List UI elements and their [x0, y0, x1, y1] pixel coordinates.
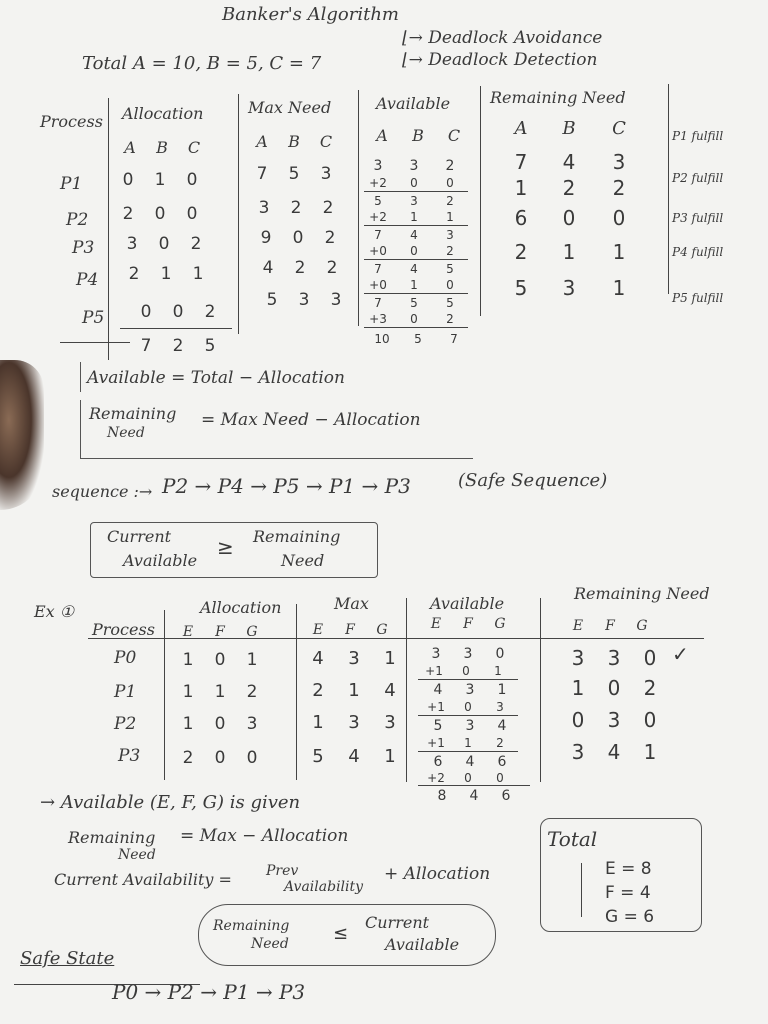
t1-allocation-row: 3 0 2: [126, 234, 202, 254]
cond2-current: Current: [365, 913, 430, 932]
t1-available-step: +3 0 2: [369, 312, 454, 326]
t1-available-final: 10 5 7: [374, 332, 458, 346]
safe-state-label: Safe State: [20, 948, 115, 969]
t1-divider: [668, 84, 669, 294]
t1-process: P2: [66, 210, 89, 230]
t2-process-header: Process: [92, 620, 155, 639]
t2-max-efg: E F G: [312, 622, 388, 638]
t1-process: P1: [60, 174, 83, 194]
t2-sum-line: [418, 751, 518, 752]
t2-available-final: 8 4 6: [437, 788, 511, 804]
t1-divider: [358, 90, 359, 326]
t1-remaining-row: 7 4 3: [514, 150, 626, 174]
t1-available-step: +0 1 0: [369, 278, 454, 292]
t1-available-step: 7 5 5: [374, 296, 454, 310]
t1-sum-line: [364, 225, 468, 226]
formula-remaining-rhs: = Max Need − Allocation: [201, 410, 421, 430]
t1-footer-line: [60, 342, 130, 343]
condition-box-2: [198, 904, 496, 966]
t1-max-need-row: 5 3 3: [266, 290, 342, 310]
t2-max-row: 4 3 1: [312, 648, 396, 669]
t1-remaining-row: 1 2 2: [514, 176, 626, 200]
t2-available-step: +1 0 3: [427, 700, 504, 714]
t2-allocation-row: 2 0 0: [182, 748, 258, 768]
fulfill-note: P5 fulfill: [672, 291, 724, 305]
formula-box-remaining: [80, 400, 473, 459]
t1-divider: [480, 86, 481, 316]
t2-max-header: Max: [334, 594, 369, 613]
cond2-need: Need: [251, 936, 289, 952]
t1-available-step: +2 0 0: [369, 176, 454, 190]
safe-sequence-tag: (Safe Sequence): [458, 470, 608, 491]
t2-available-step: +1 1 2: [427, 736, 504, 750]
t1-allocation-row: 0 0 2: [140, 302, 216, 322]
t2-remaining-row: 0 3 0: [571, 708, 657, 732]
t2-max-row: 1 3 3: [312, 712, 396, 733]
t1-divider: [238, 94, 239, 334]
cond2-remaining: Remaining: [213, 918, 290, 934]
t1-remaining-abc: A B C: [514, 118, 626, 139]
cond1-current: Current: [107, 527, 172, 546]
t2-allocation-row: 1 0 3: [182, 714, 258, 734]
total-bracket: [581, 863, 582, 917]
cond1-available: Available: [123, 551, 198, 570]
total-resources: Total A = 10, B = 5, C = 7: [82, 53, 322, 74]
cond1-remaining: Remaining: [253, 527, 341, 546]
t2-process: P2: [114, 714, 137, 734]
t1-divider: [108, 98, 109, 360]
condition-box-1: [90, 522, 378, 578]
t1-available-header: Available: [376, 94, 451, 113]
check-mark: ✓: [672, 642, 689, 666]
t2-divider: [164, 610, 165, 780]
t2-available-step: 6 4 6: [433, 754, 507, 770]
t1-available-step: 3 3 2: [373, 158, 455, 174]
note-prev: Prev: [266, 863, 299, 879]
example-label: Ex ①: [34, 602, 75, 621]
t1-available-step: 5 3 2: [374, 194, 454, 208]
t2-remaining-row: 3 3 0: [571, 646, 657, 670]
cond2-available: Available: [385, 935, 460, 954]
note-remaining-rhs: = Max − Allocation: [180, 826, 349, 846]
t2-remaining-efg: E F G: [572, 618, 648, 634]
t2-allocation-header: Allocation: [200, 598, 282, 617]
t1-max-need-row: 7 5 3: [256, 164, 332, 184]
note-current-availability: Current Availability =: [54, 870, 232, 889]
t1-total-line: [120, 328, 232, 329]
t1-remaining-row: 6 0 0: [514, 206, 626, 230]
sequence-label: sequence :→: [52, 482, 153, 501]
t1-max-need-header: Max Need: [248, 98, 332, 117]
t2-max-row: 5 4 1: [312, 746, 396, 767]
note-remaining-label: Remaining: [68, 828, 156, 847]
t2-available-step: 4 3 1: [433, 682, 507, 698]
cond2-operator: ≤: [333, 923, 349, 944]
t1-remaining-row: 2 1 1: [514, 240, 626, 264]
t1-process: P3: [72, 238, 95, 258]
t1-allocation-abc: A B C: [124, 138, 201, 157]
fulfill-note: P2 fulfill: [672, 171, 724, 185]
cond1-need: Need: [281, 551, 325, 570]
t2-available-step: +1 0 1: [425, 664, 502, 678]
t2-divider: [296, 604, 297, 780]
t1-process: P5: [82, 308, 105, 328]
formula-remaining-label: Remaining: [89, 404, 177, 423]
t2-max-row: 2 1 4: [312, 680, 396, 701]
note-need-label: Need: [118, 847, 156, 863]
note-plus-allocation: + Allocation: [384, 864, 491, 884]
formula-need-label: Need: [107, 425, 145, 441]
t1-sum-line: [364, 293, 468, 294]
safe-sequence: P2 → P4 → P5 → P1 → P3: [162, 474, 411, 498]
cond1-operator: ≥: [217, 535, 234, 559]
t2-available-step: 5 3 4: [433, 718, 507, 734]
formula-available: Available = Total − Allocation: [87, 368, 345, 388]
t2-sum-line: [418, 715, 518, 716]
t2-header-line: [88, 638, 704, 639]
t2-process: P1: [114, 682, 137, 702]
t2-allocation-row: 1 1 2: [182, 682, 258, 702]
t1-max-need-row: 4 2 2: [262, 258, 338, 278]
total-f: F = 4: [605, 883, 651, 903]
t2-process: P0: [114, 648, 137, 668]
t1-available-step: 7 4 3: [374, 228, 454, 242]
formula-box-available: [80, 362, 443, 392]
t1-process-header: Process: [40, 112, 103, 131]
t2-available-step: 3 3 0: [431, 646, 505, 662]
t1-allocation-total: 7 2 5: [140, 336, 216, 356]
t2-allocation-row: 1 0 1: [182, 650, 258, 670]
t2-process: P3: [118, 746, 141, 766]
t2-sum-line: [418, 785, 530, 786]
t2-remaining-header: Remaining Need: [574, 584, 710, 603]
fulfill-note: P3 fulfill: [672, 211, 724, 225]
t1-max-need-row: 3 2 2: [258, 198, 334, 218]
t2-allocation-efg: E F G: [182, 624, 258, 640]
t2-sum-line: [418, 679, 518, 680]
page-title: Banker's Algorithm: [222, 4, 399, 25]
total-box: [540, 818, 702, 932]
t2-divider: [540, 598, 541, 782]
t1-allocation-row: 2 0 0: [122, 204, 198, 224]
t1-available-step: +2 1 1: [369, 210, 454, 224]
t1-allocation-header: Allocation: [122, 104, 204, 123]
note-available-given: → Available (E, F, G) is given: [40, 792, 301, 813]
total-g: G = 6: [605, 907, 655, 927]
t1-process: P4: [76, 270, 99, 290]
t2-remaining-row: 1 0 2: [571, 676, 657, 700]
t1-allocation-row: 2 1 1: [128, 264, 204, 284]
total-title: Total: [547, 827, 598, 851]
t2-available-header: Available: [430, 594, 505, 613]
fulfill-note: P1 fulfill: [672, 129, 724, 143]
note-availability: Availability: [284, 879, 364, 895]
t1-available-abc: A B C: [376, 126, 461, 145]
t2-remaining-row: 3 4 1: [571, 740, 657, 764]
t2-available-step: +2 0 0: [427, 771, 504, 785]
t1-max-need-abc: A B C: [256, 132, 333, 151]
t1-sum-line: [364, 191, 468, 192]
t1-remaining-need-header: Remaining Need: [490, 88, 626, 107]
thumb-shadow: [0, 360, 44, 510]
t1-sum-line: [364, 327, 468, 328]
t1-max-need-row: 9 0 2: [260, 228, 336, 248]
t2-available-efg: E F G: [430, 616, 506, 632]
fulfill-note: P4 fulfill: [672, 245, 724, 259]
safe-state-sequence: P0 → P2 → P1 → P3: [112, 980, 306, 1004]
use-deadlock-avoidance: ⌊→ Deadlock Avoidance: [402, 28, 603, 48]
t1-sum-line: [364, 259, 468, 260]
t1-remaining-row: 5 3 1: [514, 276, 626, 300]
t1-available-step: 7 4 5: [374, 262, 454, 276]
t1-allocation-row: 0 1 0: [122, 170, 198, 190]
use-deadlock-detection: ⌊→ Deadlock Detection: [402, 50, 598, 70]
total-e: E = 8: [605, 859, 652, 879]
t1-available-step: +0 0 2: [369, 244, 454, 258]
